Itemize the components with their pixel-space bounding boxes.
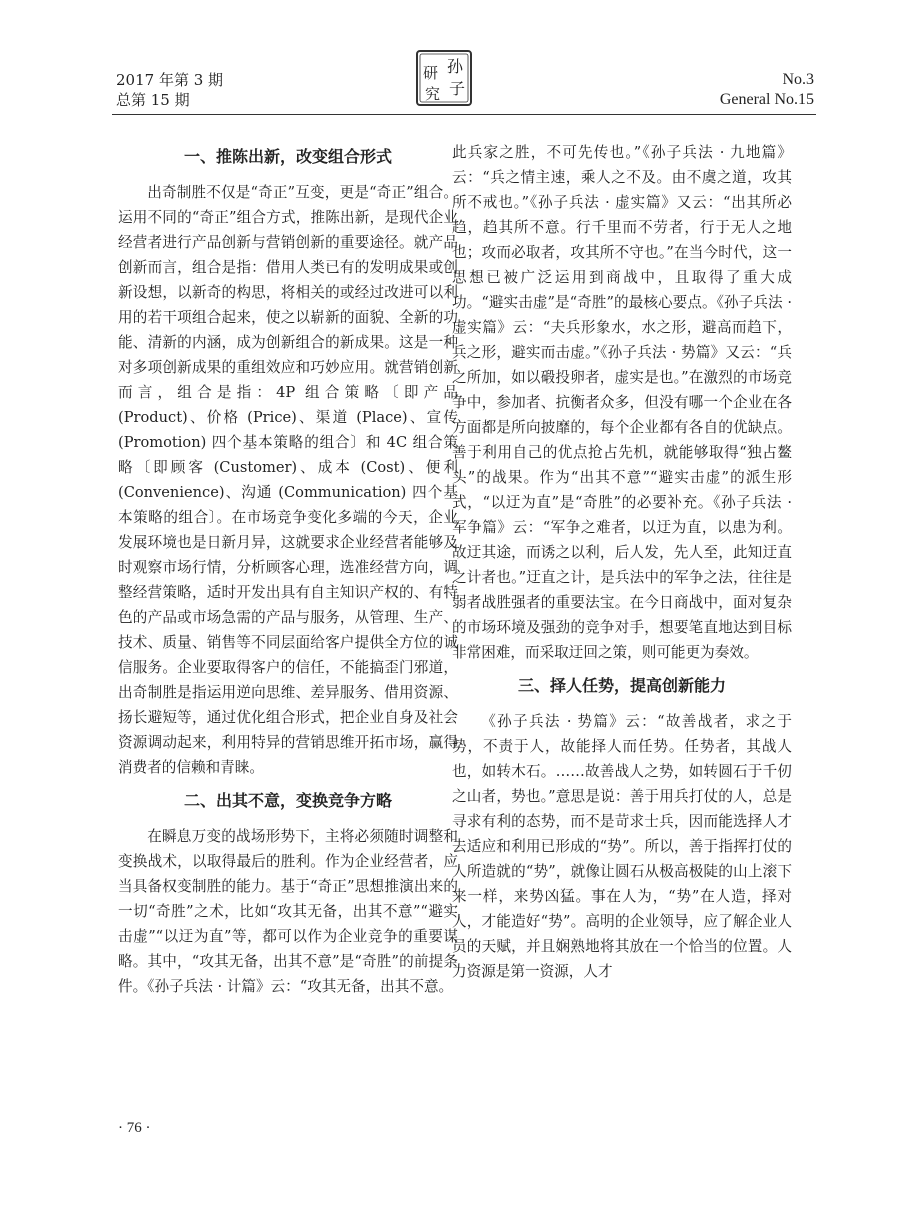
left-column bbox=[118, 140, 458, 999]
journal-issue-right bbox=[720, 70, 814, 110]
section-1-title: 一、推陈出新，改变组合形式 bbox=[183, 147, 392, 166]
page-number: · 76 · bbox=[118, 1120, 151, 1136]
section-3-paragraph: 《孙子兵法 · 势篇》云：“故善战者，求之于势，不责于人，故能择人而任势。任势者，其战人也，如转木石。……故善战人之势，如转圆石于千仞之山者，势也。”意思是说：善于用兵打仗的人，总是寻求有利的态势，而不是苛求士兵，因而能选择人才去适应和利用已形成的“势”。所以，善于指挥打仗的人所造就的“势”，就像让圆石从极高极陡的山上滚下来一样，来势凶猛。事在人为，“势”在人造，择对人，才能造好“势”。高明的企业领导，应了解企业人员的天赋，并且娴熟地将其放在一个恰当的位置。人力资源是第一资源，人才 bbox=[452, 713, 792, 980]
issue-number-en: No.3 bbox=[782, 71, 814, 88]
journal-logo bbox=[414, 48, 474, 108]
svg-text:究: 究 bbox=[425, 85, 441, 103]
issue-year-number: 2017 年第 3 期 bbox=[116, 71, 224, 89]
svg-text:孙: 孙 bbox=[447, 57, 464, 76]
section-2-paragraph-continued: 此兵家之胜，不可先传也。”《孙子兵法 · 九地篇》云：“兵之情主速，乘人之不及。由不虞之道，攻其所不戒也。”《孙子兵法 · 虚实篇》又云：“出其所必趋，趋其所不意。行千里而不劳者，行于无人之地也；攻而必取者，攻其所不守也。”在当今时代，这一思想已被广泛运用到商战中，且取得了重大成功。“避实击虚”是“奇胜”的最核心要点。《孙子兵法 · 虚实篇》云：“夫兵形象水，水之形，避高而趋下，兵之形，避实而击虚。”《孙子兵法 · 势篇》又云：“兵之所加，如以碫投卵者，虚实是也。”在激烈的市场竞争中，参加者、抗衡者众多，但没有哪一个企业在各方面都是所向披靡的，每个企业都有各自的优缺点。善于利用自己的优点抢占先机，就能够取得“独占鳌头”的战果。作为“出其不意”“避实击虚”的派生形式，“以迂为直”是“奇胜”的必要补充。《孙子兵法 · 军争篇》云：“军争之难者，以迂为直，以患为利。故迂其途，而诱之以利，后人发，先人至，此知迂直之计者也。”迂直之计，是兵法中的军争之法，往往是弱者战胜强者的重要法宝。在今日商战中，面对复杂的市场环境及强劲的竞争对手，想要笔直地达到目标非常困难，而采取迂回之策，则可能更为奏效。 bbox=[452, 144, 792, 661]
general-number-en: General No.15 bbox=[719, 91, 814, 108]
svg-text:研: 研 bbox=[423, 64, 439, 82]
section-2-paragraph: 在瞬息万变的战场形势下，主将必须随时调整和变换战术，以取得最后的胜利。作为企业经营者，应当具备权变制胜的能力。基于“奇正”思想推演出来的一切“奇胜”之术，比如“攻其无备，出其不意”“避实击虚”“以迂为直”等，都可以作为企业竞争的重要谋略。其中，“攻其无备，出其不意”是“奇胜”的前提条件。《孙子兵法 · 计篇》云：“攻其无备，出其不意。 bbox=[118, 828, 458, 995]
journal-issue-left bbox=[116, 70, 223, 110]
svg-text:子: 子 bbox=[449, 79, 466, 98]
section-3-title: 三、择人任势，提高创新能力 bbox=[517, 676, 726, 695]
header-divider bbox=[112, 114, 816, 115]
right-column bbox=[452, 140, 792, 984]
section-2-title: 二、出其不意，变换竞争方略 bbox=[183, 791, 392, 810]
issue-total-number: 总第 15 期 bbox=[116, 91, 190, 109]
section-1-paragraph: 出奇制胜不仅是“奇正”互变，更是“奇正”组合。运用不同的“奇正”组合方式，推陈出新，是现代企业经营者进行产品创新与营销创新的重要途径。就产品创新而言，组合是指：借用人类已有的发明成果或创新设想，以新奇的构思，将相关的或经过改进可以利用的若干项组合起来，使之以崭新的面貌、全新的功能、清新的内涵，成为创新组合的新成果。这是一种对多项创新成果的重组效应和巧妙应用。就营销创新而言，组合是指：4P 组合策略〔即产品 (Product)、价格 (Price)、渠道 (Place)、宣传 (Promotion) 四个基本策略的组合〕和 4C 组合策略〔即顾客 (Customer)、成本 (Cost)、便利 (Convenience)、沟通 (Communication) 四个基本策略的组合〕。在市场竞争变化多端的今天，企业发展环境也是日新月异，这就要求企业经营者能够及时观察市场行情，分析顾客心理，选准经营方向，调整经营策略，适时开发出具有自主知识产权的、有特色的产品或市场急需的产品与服务，从管理、生产、技术、质量、销售等不同层面给客户提供全方位的诚信服务。企业要取得客户的信任，不能搞歪门邪道，出奇制胜是指运用逆向思维、差异服务、借用资源、扬长避短等，通过优化组合形式，把企业自身及社会资源调动起来，利用特异的营销思维开拓市场，赢得消费者的信赖和青睐。 bbox=[118, 184, 458, 776]
